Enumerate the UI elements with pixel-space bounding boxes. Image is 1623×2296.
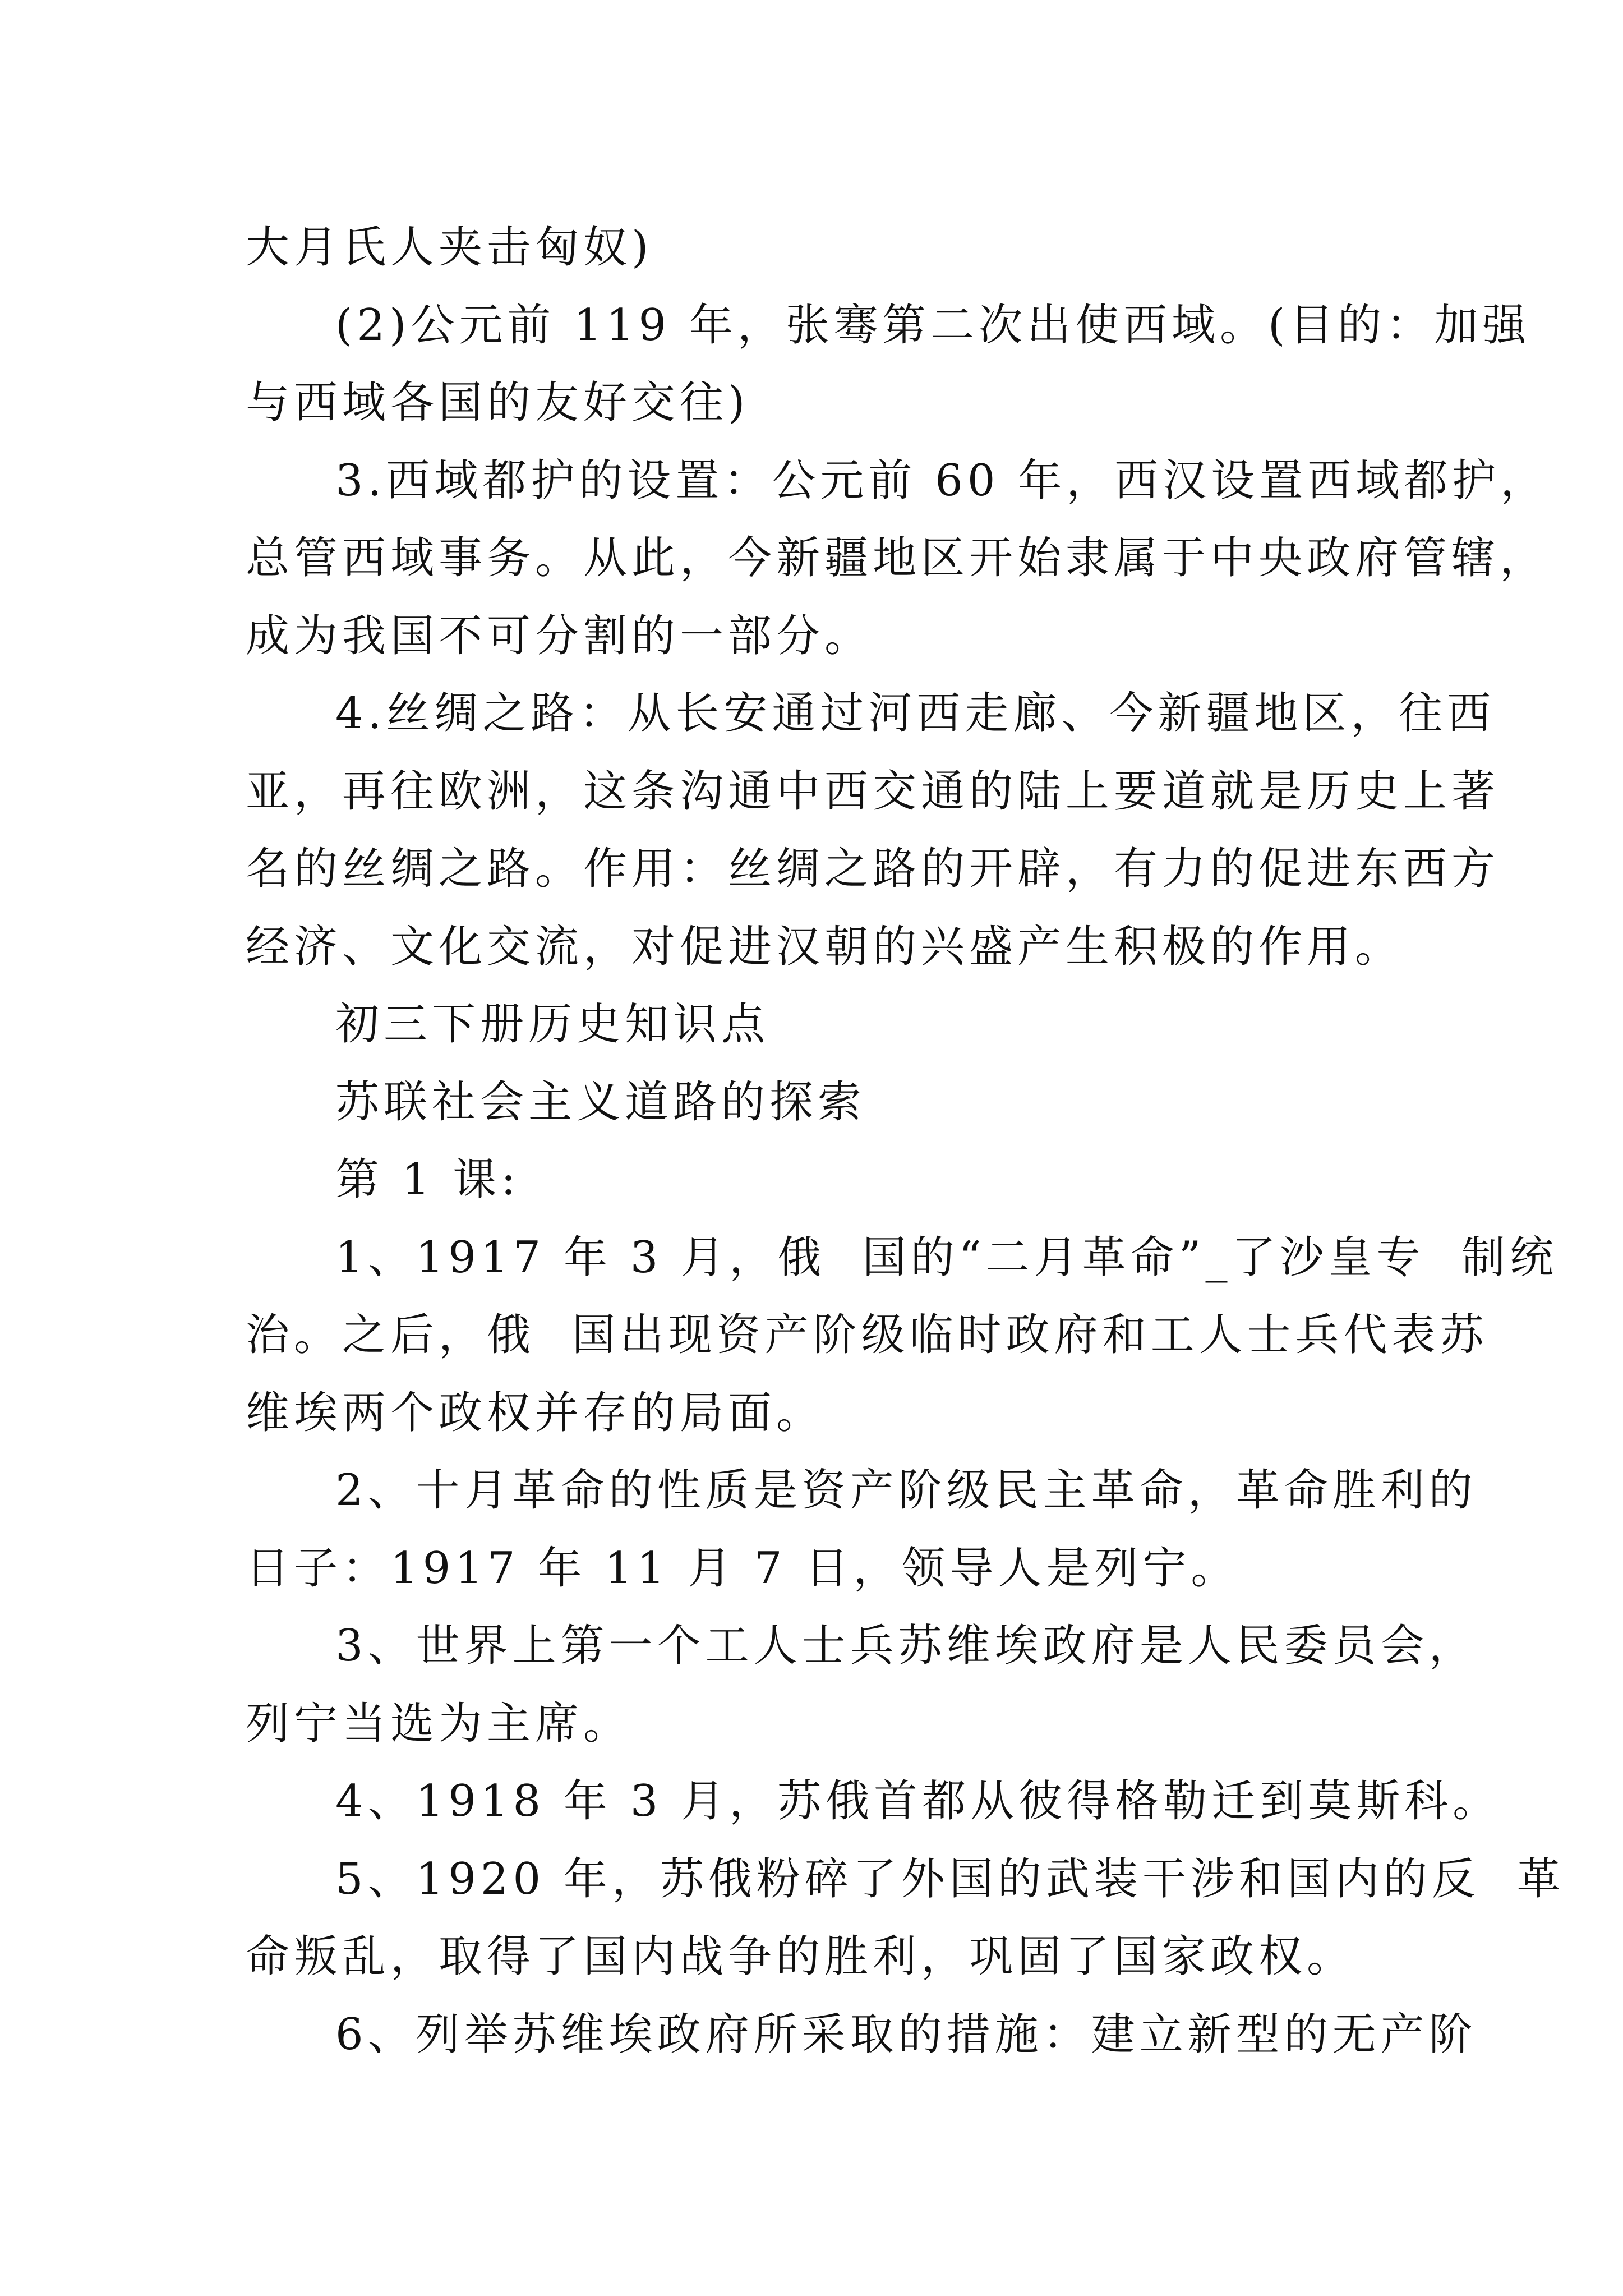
text-line: 列宁当选为主席。 xyxy=(246,1698,632,1749)
document-body xyxy=(246,209,1565,2073)
section-heading: 初三下册历史知识点 xyxy=(335,999,770,1050)
text-line: (2)公元前 119 年，张骞第二次出使西域。(目的：加强 xyxy=(335,300,1531,351)
text-line: 名的丝绸之路。作用：丝绸之路的开辟，有力的促进东西方 xyxy=(246,844,1500,894)
text-line: 4、1918 年 3 月，苏俄首都从彼得格勒迁到莫斯科。 xyxy=(335,1776,1501,1826)
text-line: 治。之后，俄 国出现资产阶级临时政府和工人士兵代表苏 xyxy=(246,1310,1488,1360)
text-line: 亚，再往欧洲，这条沟通中西交通的陆上要道就是历史上著 xyxy=(246,766,1500,817)
text-line: 3、世界上第一个工人士兵苏维埃政府是人民委员会， xyxy=(335,1621,1477,1671)
text-line: 5、1920 年，苏俄粉碎了外国的武装干涉和国内的反 革 xyxy=(335,1853,1565,1904)
text-line: 命叛乱，取得了国内战争的胜利，巩固了国家政权。 xyxy=(246,1931,1355,1982)
text-line: 经济、文化交流，对促进汉朝的兴盛产生积极的作用。 xyxy=(246,921,1404,972)
text-line: 维埃两个政权并存的局面。 xyxy=(246,1387,825,1438)
text-line: 日子：1917 年 11 月 7 日，领导人是列宁。 xyxy=(246,1543,1239,1594)
lesson-heading: 第 1 课: xyxy=(335,1154,520,1205)
text-line: 成为我国不可分割的一部分。 xyxy=(246,610,873,661)
text-line: 3.西域都护的设置：公元前 60 年，西汉设置西域都护， xyxy=(335,455,1549,506)
text-line: 总管西域事务。从此，今新疆地区开始隶属于中央政府管辖， xyxy=(246,533,1548,583)
text-line: 2、十月革命的性质是资产阶级民主革命，革命胜利的 xyxy=(335,1465,1477,1516)
text-line: 与西域各国的友好交往) xyxy=(246,378,750,428)
chapter-heading: 苏联社会主义道路的探索 xyxy=(335,1076,866,1128)
text-line: 1、1917 年 3 月，俄 国的“二月革命”_了沙皇专 制统 xyxy=(335,1232,1559,1283)
text-line: 6、列举苏维埃政府所采取的措施：建立新型的无产阶 xyxy=(335,2009,1477,2060)
text-line: 4.丝绸之路：从长安通过河西走廊、今新疆地区，往西 xyxy=(335,688,1496,739)
text-line: 大月氏人夹击匈奴) xyxy=(246,222,653,273)
